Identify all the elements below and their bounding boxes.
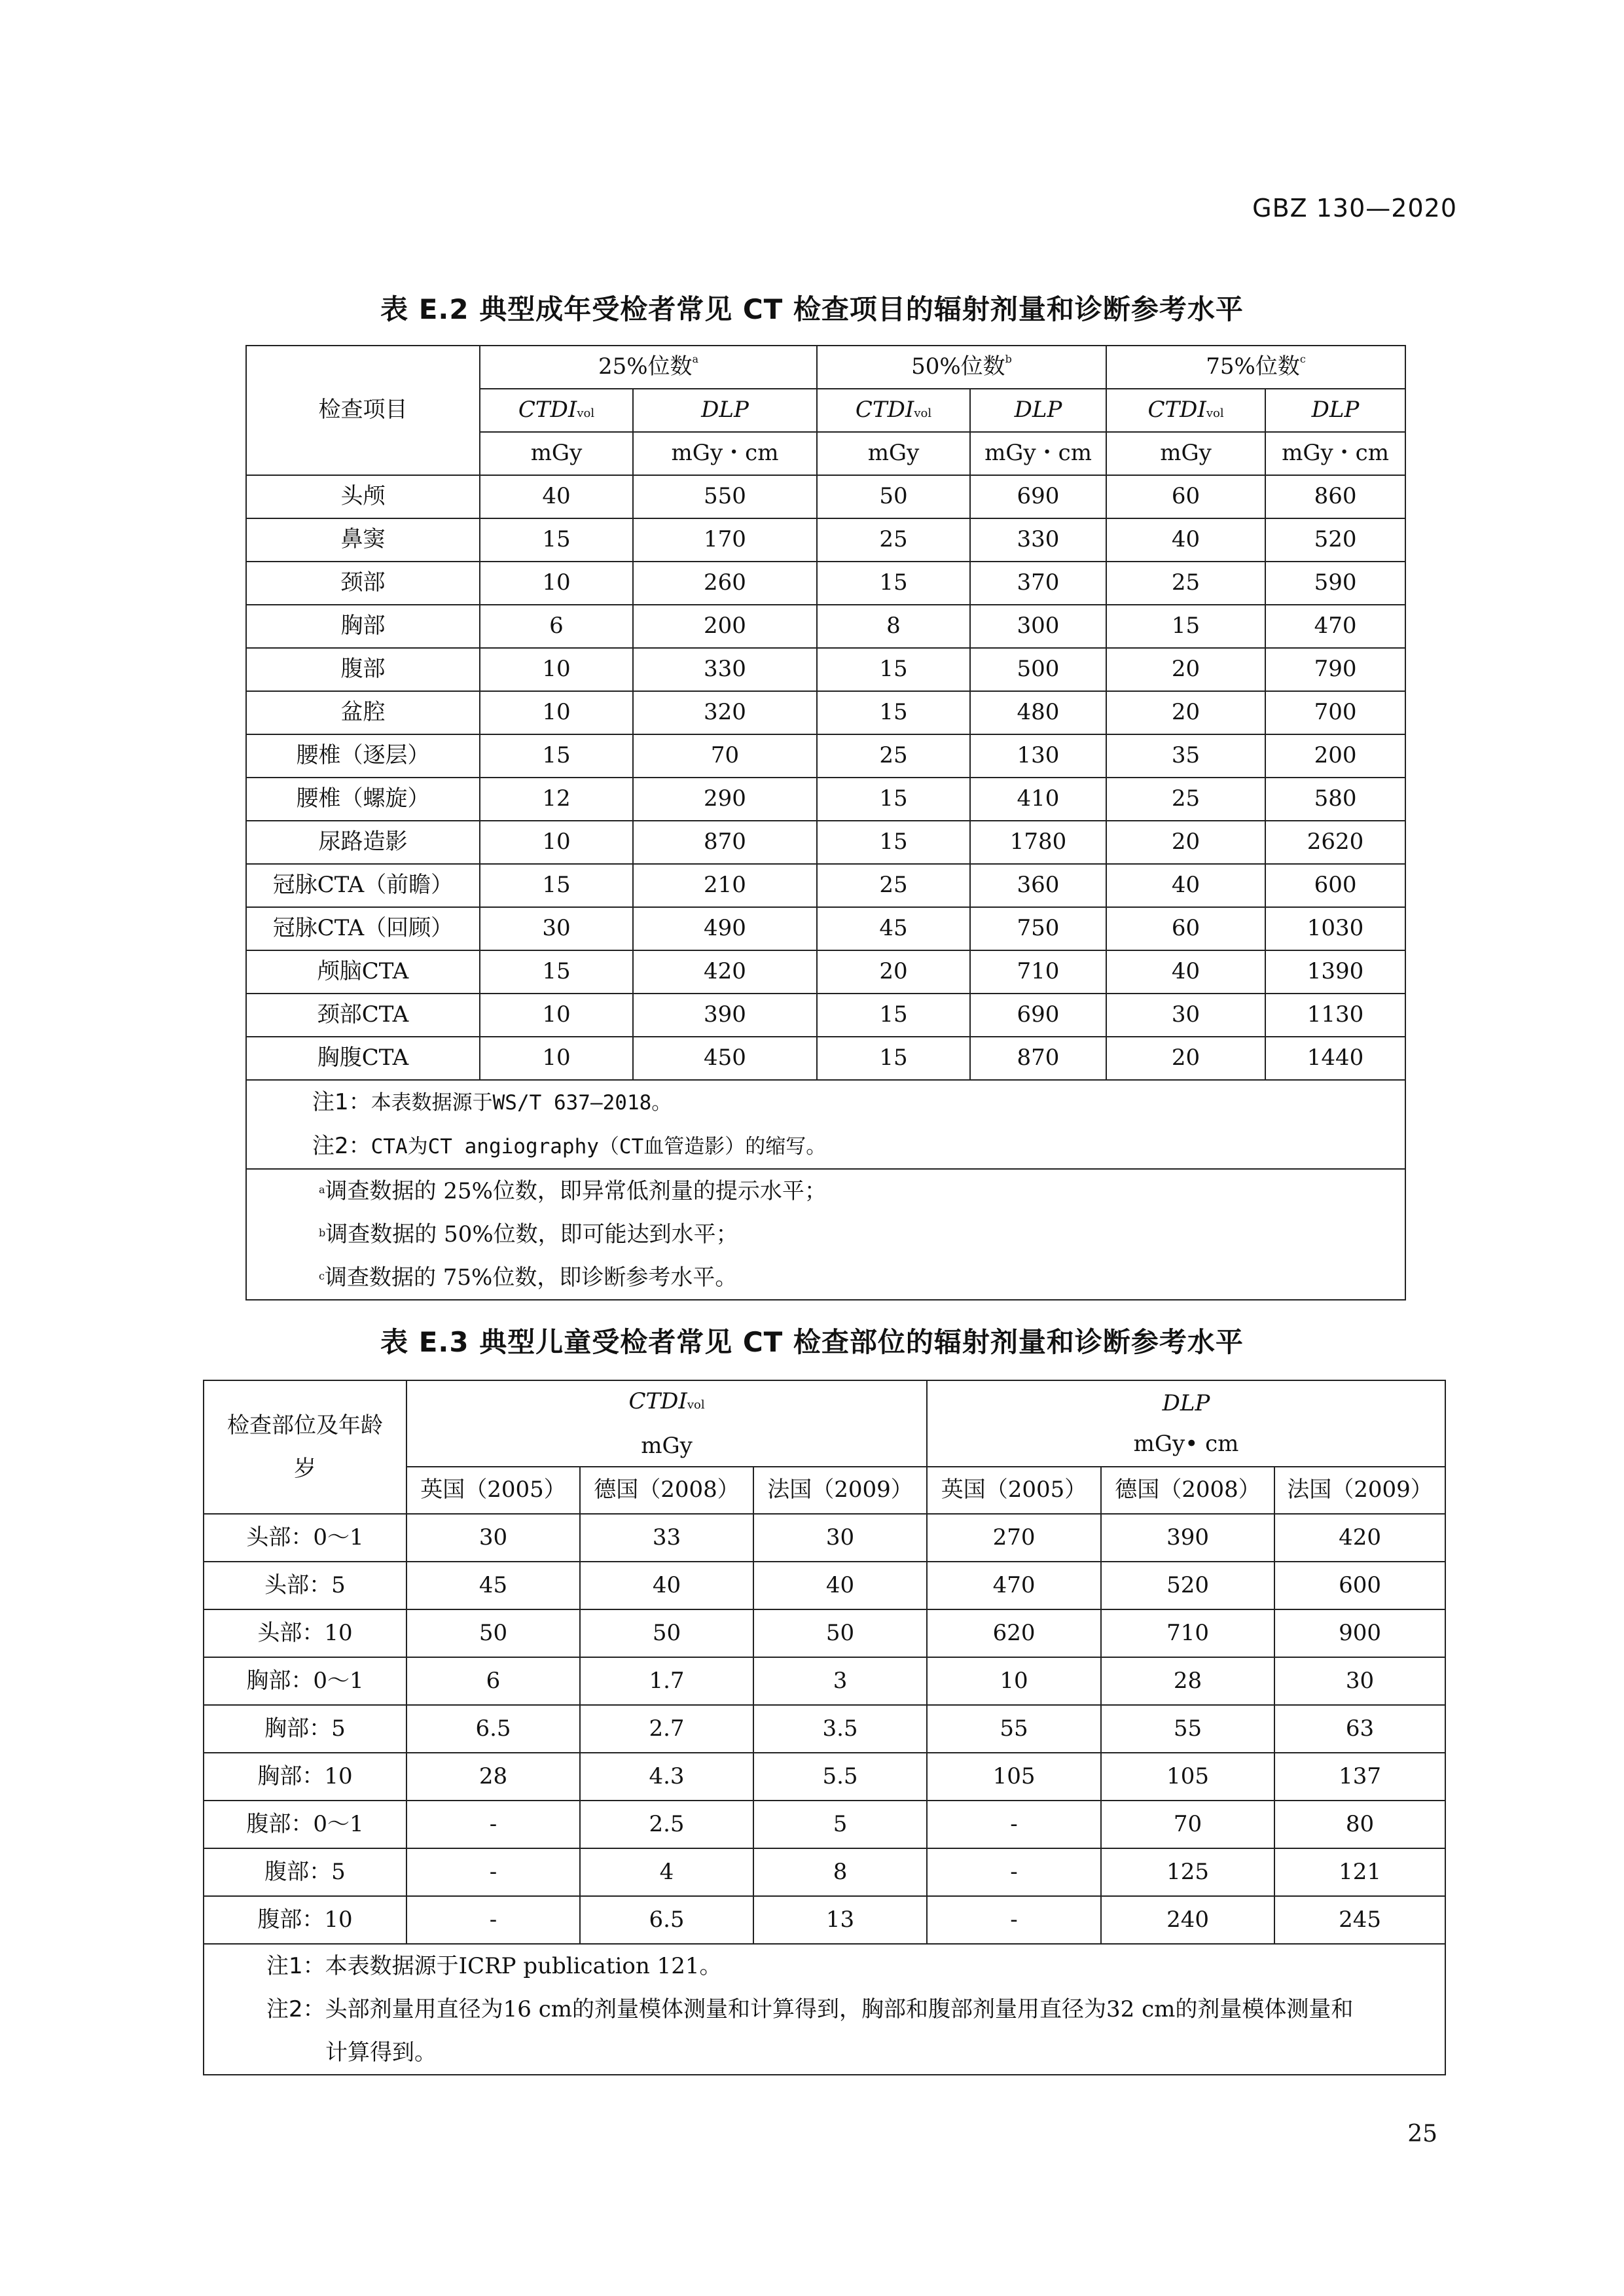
note: 注2：CTA为CT angiography（CT血管造影）的缩写。 [312,1133,827,1159]
footnote: $^c$调查数据的 75%位数，即诊断参考水平。 [319,1265,738,1291]
table-cell: 15 [480,518,633,562]
table-cell: 137 [1274,1753,1445,1801]
ctdi-header: CTDIvol [817,389,970,432]
notes-row [204,1944,1445,2075]
table-cell: 1130 [1265,994,1405,1037]
table-cell: 10 [480,994,633,1037]
table-cell: 15 [1106,605,1265,648]
table-cell: 520 [1265,518,1405,562]
table-cell: 8 [753,1848,927,1896]
table-cell: 15 [817,648,970,691]
country-header: 英国（2005） [927,1467,1101,1514]
row-label: 头颅 [246,475,480,518]
table-cell: 15 [817,1037,970,1080]
table-cell: 3.5 [753,1705,927,1753]
table-cell: 80 [1274,1801,1445,1848]
col-header-item: 检查项目 [246,346,480,475]
table-cell: 30 [406,1514,580,1562]
table-cell: 25 [817,734,970,778]
table-cell: 500 [970,648,1106,691]
table-e2-caption: 表 E.2 典型成年受检者常见 CT 检查项目的辐射剂量和诊断参考水平 [380,293,1244,325]
table-cell: 15 [480,864,633,907]
table-cell: 55 [927,1705,1101,1753]
table-cell: 30 [1274,1657,1445,1705]
table-cell: 20 [1106,648,1265,691]
table-cell: 290 [633,778,817,821]
unit-mgy-cm: mGy・cm [1265,432,1405,475]
row-label: 颈部 [246,562,480,605]
row-label: 头部：5 [204,1562,406,1609]
table-cell: 121 [1274,1848,1445,1896]
table-cell: 4.3 [580,1753,753,1801]
col-header-site-age: 检查部位及年龄 岁 [204,1380,406,1514]
table-cell: 25 [1106,778,1265,821]
table-row [246,907,1405,950]
row-label: 胸部 [246,605,480,648]
table-cell: 490 [633,907,817,950]
table-cell: 2.7 [580,1705,753,1753]
table-cell: 1440 [1265,1037,1405,1080]
table-e2-notes [246,1080,1405,1169]
table-cell: 10 [480,691,633,734]
table-cell: 550 [633,475,817,518]
table-cell: 13 [753,1896,927,1944]
table-e2-footnotes [246,1169,1405,1300]
table-cell: 240 [1101,1896,1274,1944]
table-cell: 900 [1274,1609,1445,1657]
table-cell: 25 [1106,562,1265,605]
table-cell: 40 [753,1562,927,1609]
table-cell: 590 [1265,562,1405,605]
table-cell: 320 [633,691,817,734]
table-cell: 600 [1274,1562,1445,1609]
table-cell: 470 [927,1562,1101,1609]
table-cell: 40 [1106,864,1265,907]
table-cell: 40 [580,1562,753,1609]
table-cell: 170 [633,518,817,562]
table-cell: 15 [817,994,970,1037]
table-cell: 600 [1265,864,1405,907]
table-cell: 12 [480,778,633,821]
table-row [204,1801,1445,1848]
table-cell: 260 [633,562,817,605]
table-cell: 690 [970,994,1106,1037]
table-cell: 1030 [1265,907,1405,950]
table-row [246,605,1405,648]
table-cell: 450 [633,1037,817,1080]
table-cell: 50 [753,1609,927,1657]
table-row [204,1657,1445,1705]
table-cell: 420 [633,950,817,994]
table-cell: 1.7 [580,1657,753,1705]
table-cell: 20 [817,950,970,994]
table-cell: 15 [817,821,970,864]
dlp-header: DLP [1265,389,1405,432]
table-cell: 6 [406,1657,580,1705]
table-cell: 330 [970,518,1106,562]
country-header: 法国（2009） [1274,1467,1445,1514]
unit-mgy-cm: mGy・cm [970,432,1106,475]
table-cell: - [406,1896,580,1944]
country-header: 德国（2008） [580,1467,753,1514]
table-row [204,1562,1445,1609]
row-label: 鼻窦 [246,518,480,562]
table-e3 [203,1380,1446,2075]
table-row [246,475,1405,518]
note: 注2：头部剂量用直径为16 cm的剂量模体测量和计算得到，胸部和腹部剂量用直径为32 cm的剂量模体测量和 [266,1996,1354,2022]
table-cell: 28 [406,1753,580,1801]
table-cell: 245 [1274,1896,1445,1944]
table-cell: 870 [970,1037,1106,1080]
note: 注1：本表数据源于ICRP publication 121。 [266,1953,722,1979]
table-e2 [245,345,1406,1300]
unit-mgy: mGy [1106,432,1265,475]
row-label: 胸部：10 [204,1753,406,1801]
row-label: 腹部：10 [204,1896,406,1944]
table-row [246,994,1405,1037]
ctdi-header: CTDIvol [480,389,633,432]
table-cell: 33 [580,1514,753,1562]
table-cell: - [927,1896,1101,1944]
table-e3-notes [204,1944,1445,2075]
table-cell: 330 [633,648,817,691]
table-cell: 130 [970,734,1106,778]
note: 计算得到。 [325,2039,437,2066]
table-cell: 50 [580,1609,753,1657]
table-cell: 410 [970,778,1106,821]
group-header-50: 50%位数$^b$ [817,346,1106,389]
unit-mgy: mGy [817,432,970,475]
group-header-dlp: DLP mGy• cm [927,1380,1445,1467]
table-row [246,778,1405,821]
table-cell: 200 [1265,734,1405,778]
table-cell: 10 [927,1657,1101,1705]
table-cell: 25 [817,864,970,907]
ctdi-header: CTDIvol [1106,389,1265,432]
table-cell: 50 [817,475,970,518]
table-row [246,648,1405,691]
table-cell: - [406,1801,580,1848]
country-header: 英国（2005） [406,1467,580,1514]
table-cell: 45 [406,1562,580,1609]
row-label: 颈部CTA [246,994,480,1037]
table-cell: 30 [1106,994,1265,1037]
table-cell: 10 [480,562,633,605]
table-cell: 520 [1101,1562,1274,1609]
group-header-ctdi: CTDIvol mGy [406,1380,927,1467]
dlp-header: DLP [970,389,1106,432]
table-cell: 15 [817,691,970,734]
row-label: 尿路造影 [246,821,480,864]
row-label: 腹部 [246,648,480,691]
table-cell: 15 [480,734,633,778]
row-label: 头部：0～1 [204,1514,406,1562]
table-cell: 15 [817,562,970,605]
table-cell: 790 [1265,648,1405,691]
row-label: 腰椎（逐层） [246,734,480,778]
table-cell: 35 [1106,734,1265,778]
table-cell: 2.5 [580,1801,753,1848]
table-e3-caption: 表 E.3 典型儿童受检者常见 CT 检查部位的辐射剂量和诊断参考水平 [380,1326,1244,1358]
table-row [204,1705,1445,1753]
table-cell: 870 [633,821,817,864]
note: 注1：本表数据源于WS/T 637—2018。 [312,1089,672,1115]
table-cell: 50 [406,1609,580,1657]
table-cell: 20 [1106,691,1265,734]
table-cell: 10 [480,1037,633,1080]
table-cell: 10 [480,821,633,864]
table-cell: 63 [1274,1705,1445,1753]
table-cell: 70 [1101,1801,1274,1848]
table-row [204,1514,1445,1562]
unit-mgy-cm: mGy・cm [633,432,817,475]
table-cell: 710 [1101,1609,1274,1657]
table-cell: 420 [1274,1514,1445,1562]
table-cell: 700 [1265,691,1405,734]
row-label: 盆腔 [246,691,480,734]
table-cell: 370 [970,562,1106,605]
table-row [246,691,1405,734]
table-cell: 5.5 [753,1753,927,1801]
table-cell: 300 [970,605,1106,648]
table-cell: 580 [1265,778,1405,821]
table-cell: - [406,1848,580,1896]
standard-code: GBZ 130—2020 [1252,194,1457,223]
table-cell: 200 [633,605,817,648]
row-label: 胸腹CTA [246,1037,480,1080]
table-cell: 480 [970,691,1106,734]
table-cell: 20 [1106,1037,1265,1080]
table-cell: 15 [480,950,633,994]
table-row [204,1609,1445,1657]
table-row [246,562,1405,605]
table-cell: 30 [480,907,633,950]
table-cell: 5 [753,1801,927,1848]
table-cell: 1780 [970,821,1106,864]
table-row [246,734,1405,778]
table-row [204,1896,1445,1944]
table-cell: 2620 [1265,821,1405,864]
table-cell: - [927,1848,1101,1896]
country-header: 德国（2008） [1101,1467,1274,1514]
table-cell: 210 [633,864,817,907]
table-cell: 60 [1106,475,1265,518]
table-cell: 25 [817,518,970,562]
table-cell: 105 [927,1753,1101,1801]
table-cell: 470 [1265,605,1405,648]
row-label: 胸部：5 [204,1705,406,1753]
table-cell: 40 [480,475,633,518]
table-cell: 3 [753,1657,927,1705]
table-row [204,1753,1445,1801]
unit-mgy: mGy [480,432,633,475]
row-label: 腹部：0～1 [204,1801,406,1848]
table-cell: 15 [817,778,970,821]
table-cell: 60 [1106,907,1265,950]
table-row [246,1037,1405,1080]
table-cell: 105 [1101,1753,1274,1801]
table-cell: 125 [1101,1848,1274,1896]
table-cell: - [927,1801,1101,1848]
footnote: $^a$调查数据的 25%位数，即异常低剂量的提示水平； [319,1178,827,1204]
table-cell: 390 [1101,1514,1274,1562]
table-cell: 8 [817,605,970,648]
table-cell: 6.5 [406,1705,580,1753]
table-cell: 6.5 [580,1896,753,1944]
row-label: 冠脉CTA（前瞻） [246,864,480,907]
page-number: 25 [1407,2121,1437,2147]
table-cell: 10 [480,648,633,691]
row-label: 头部：10 [204,1609,406,1657]
table-cell: 710 [970,950,1106,994]
table-cell: 270 [927,1514,1101,1562]
table-row [246,950,1405,994]
table-cell: 750 [970,907,1106,950]
group-header-75: 75%位数$^c$ [1106,346,1405,389]
table-cell: 6 [480,605,633,648]
table-cell: 620 [927,1609,1101,1657]
table-row [246,518,1405,562]
table-cell: 360 [970,864,1106,907]
table-cell: 390 [633,994,817,1037]
table-row [246,864,1405,907]
table-cell: 20 [1106,821,1265,864]
row-label: 颅脑CTA [246,950,480,994]
table-cell: 860 [1265,475,1405,518]
group-header-25: 25%位数$^a$ [480,346,817,389]
table-row [246,821,1405,864]
table-row [204,1848,1445,1896]
notes-row [246,1080,1405,1169]
country-header: 法国（2009） [753,1467,927,1514]
table-cell: 40 [1106,950,1265,994]
table-cell: 690 [970,475,1106,518]
table-cell: 30 [753,1514,927,1562]
table-cell: 70 [633,734,817,778]
table-cell: 1390 [1265,950,1405,994]
table-cell: 45 [817,907,970,950]
footnotes-row [246,1169,1405,1300]
table-cell: 28 [1101,1657,1274,1705]
footnote: $^b$调查数据的 50%位数，即可能达到水平； [319,1221,738,1247]
table-cell: 40 [1106,518,1265,562]
row-label: 腰椎（螺旋） [246,778,480,821]
row-label: 冠脉CTA（回顾） [246,907,480,950]
row-label: 胸部：0～1 [204,1657,406,1705]
table-cell: 55 [1101,1705,1274,1753]
table-cell: 4 [580,1848,753,1896]
dlp-header: DLP [633,389,817,432]
row-label: 腹部：5 [204,1848,406,1896]
